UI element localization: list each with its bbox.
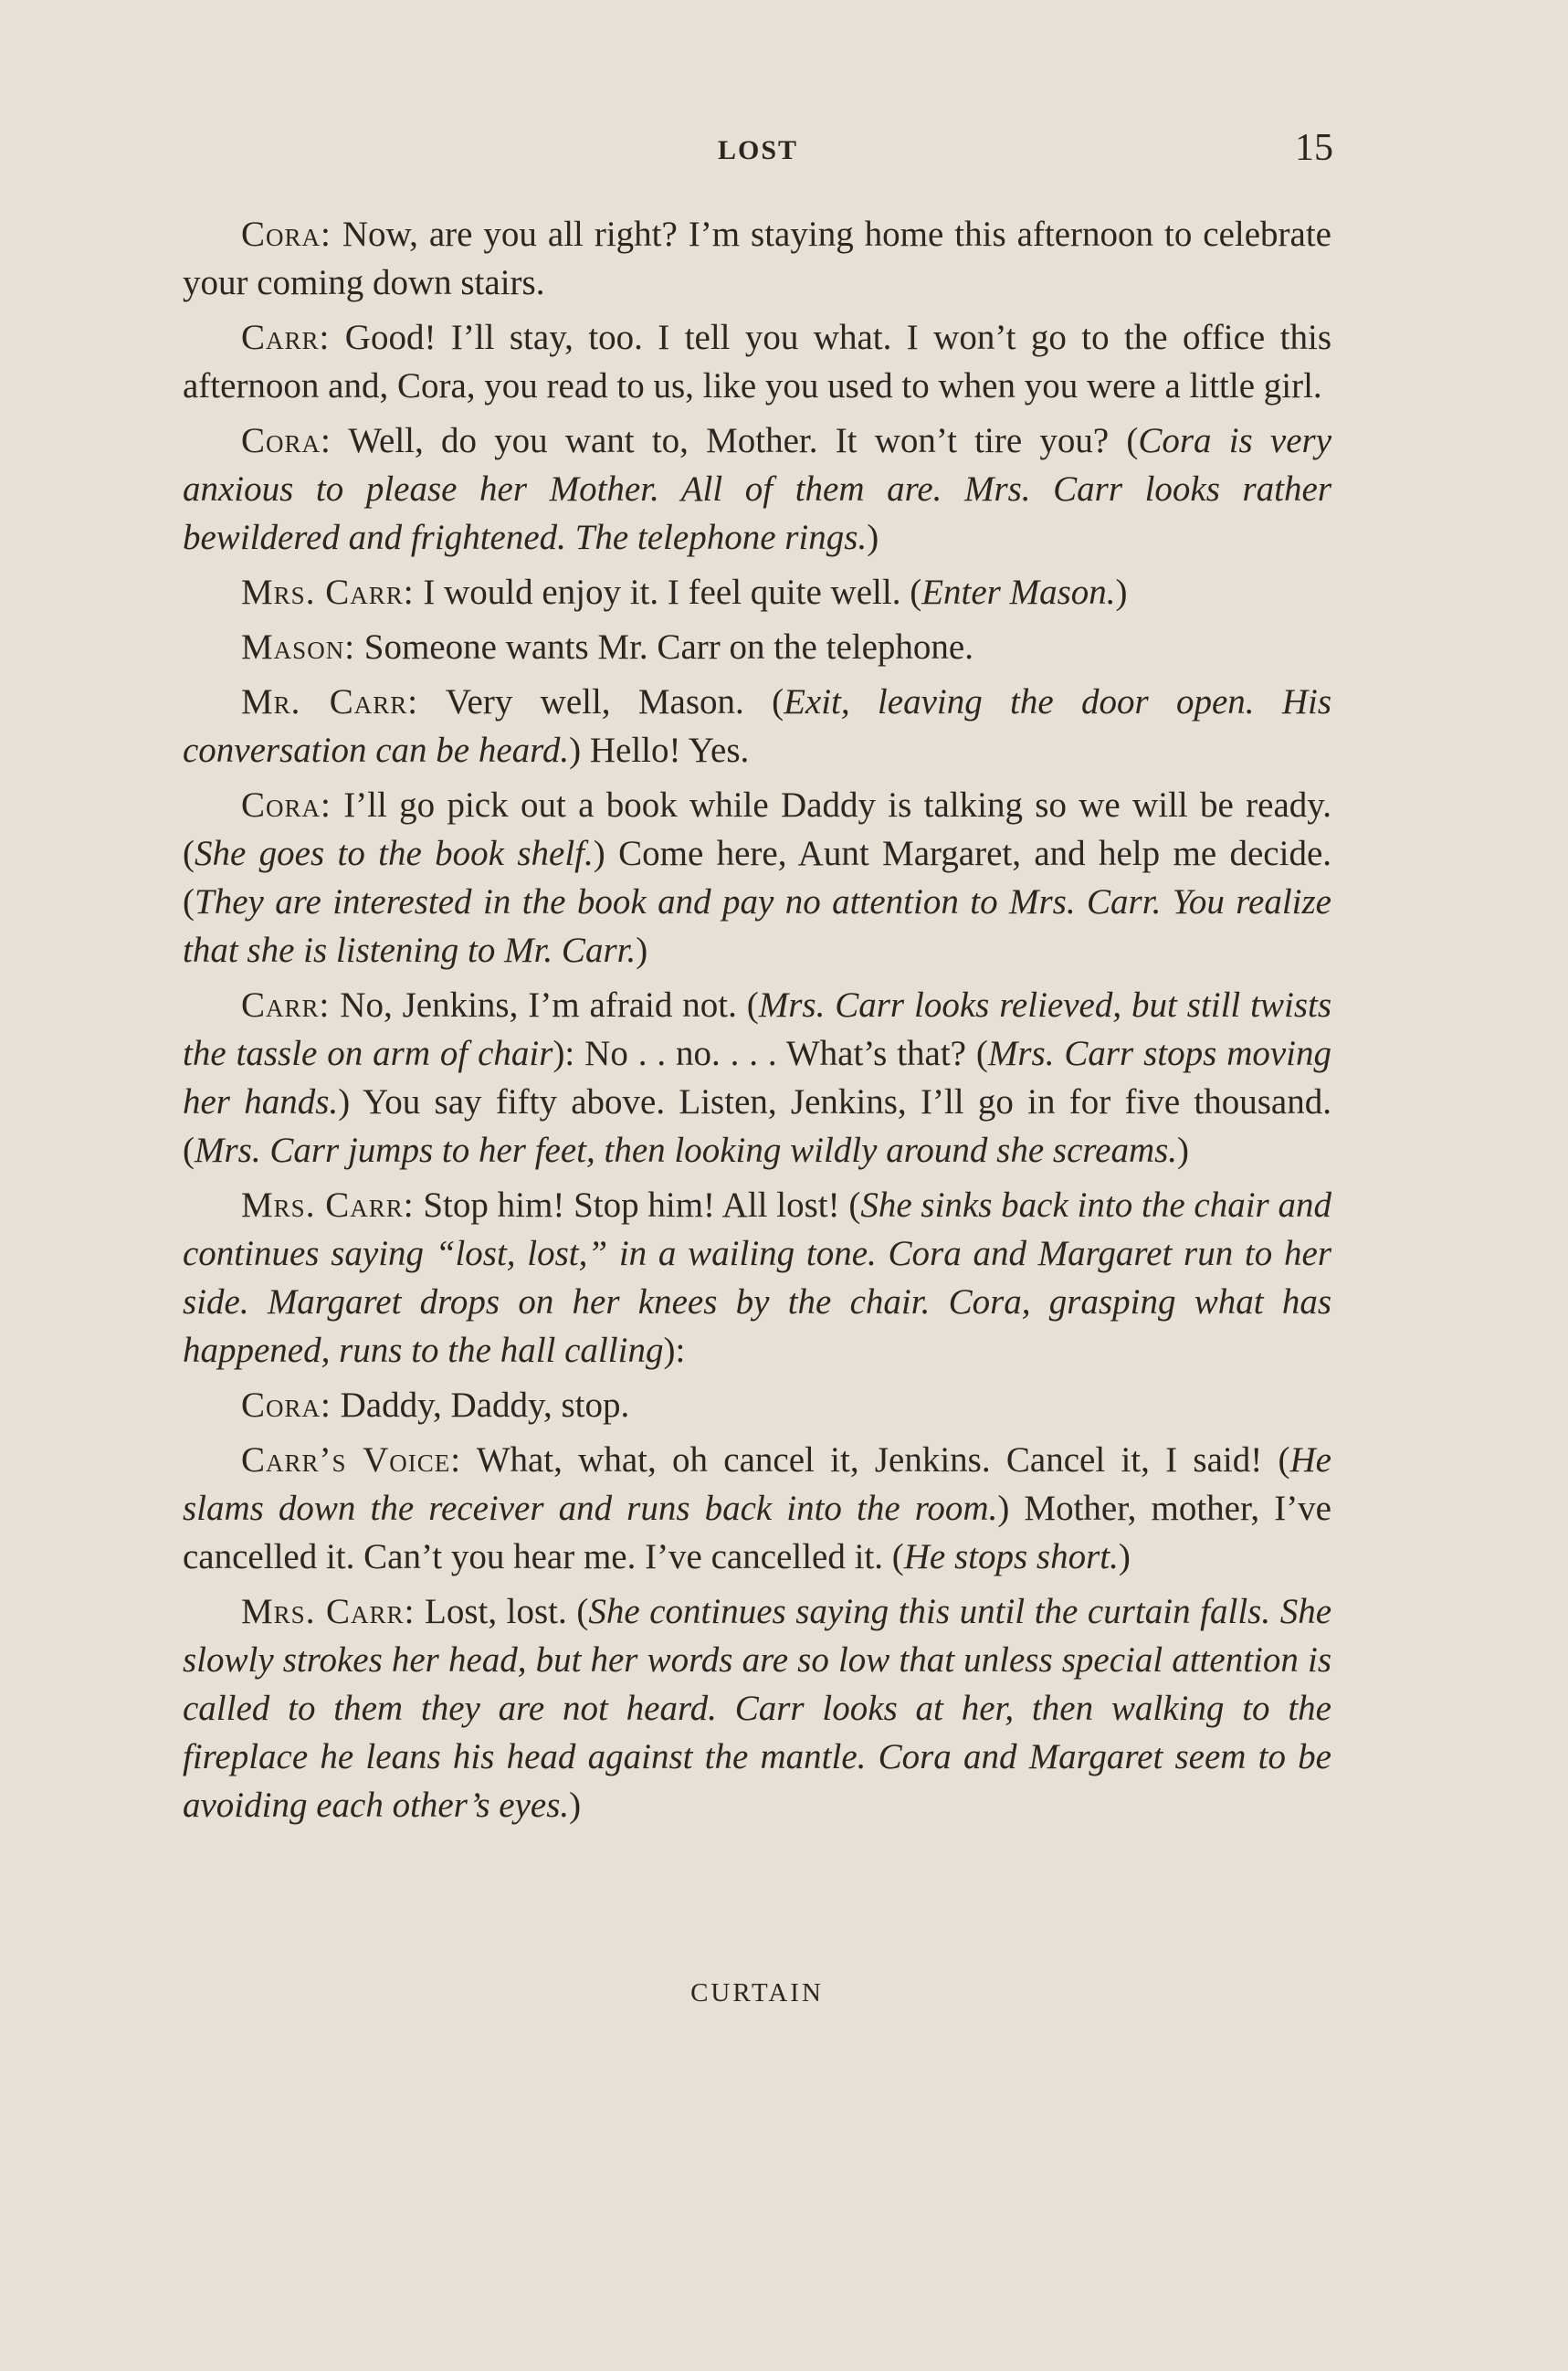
speaker-name: Cora:	[241, 1386, 331, 1425]
spoken-text: ) Come here, Aunt Margaret, and help me decide. (	[183, 834, 1332, 922]
dialogue-paragraph	[183, 1436, 1331, 1581]
stage-direction: Cora is very anxious to please her Mother. All of them are. Mrs. Carr looks rather bewildered and frightened. The telephone rings.	[183, 421, 1331, 557]
dialogue-paragraph	[183, 623, 1331, 671]
spoken-text: Now, are you all right? I’m staying home this afternoon to celebrate your coming down stairs.	[183, 215, 1331, 302]
spoken-text: I would enjoy it. I feel quite well. (	[423, 573, 922, 612]
stage-direction: Enter Mason.	[921, 573, 1116, 612]
curtain-line: CURTAIN	[690, 1978, 824, 2007]
running-title: LOST	[717, 135, 799, 165]
dialogue-paragraph	[183, 781, 1331, 975]
dialogue-paragraph	[183, 568, 1331, 616]
stage-direction: She sinks back into the chair and continues saying “lost, lost,” in a wailing tone. Cora and Margaret run to her side. Margaret drops on her knees by the chair. Cora, grasping what has happened, runs to the hall calling	[183, 1186, 1331, 1370]
spoken-text: Good! I’ll stay, too. I tell you what. I won’t go to the office this afternoon and, Cora, you read to us, like you used to when you were a little girl.	[183, 318, 1331, 406]
speaker-name: Mr. Carr:	[241, 682, 419, 722]
speaker-name: Mrs. Carr:	[241, 573, 415, 612]
running-head	[183, 126, 1333, 172]
speaker-name: Cora:	[241, 785, 331, 825]
stage-direction: They are interested in the book and pay no attention to Mrs. Carr. You realize that she is listening to Mr. Carr.	[183, 882, 1331, 970]
dialogue-paragraph	[183, 416, 1331, 562]
spoken-text: ) Hello! Yes.	[569, 731, 750, 770]
spoken-text: Someone wants Mr. Carr on the telephone.	[363, 627, 973, 667]
dialogue-paragraph	[183, 1381, 1331, 1429]
dialogue-paragraph	[183, 210, 1331, 307]
speaker-name: Mason:	[241, 627, 356, 667]
speaker-name: Carr:	[241, 985, 331, 1025]
spoken-text: )	[1177, 1131, 1190, 1170]
dialogue-paragraph	[183, 313, 1331, 410]
stage-direction: Exit, leaving the door open. His conversation can be heard.	[183, 682, 1332, 770]
stage-direction: She continues saying this until the curtain falls. She slowly strokes her head, but her words are so low that unless special attention is called to them they are not heard. Carr looks at her, then walking to the fireplace he leans his head against the mantle. Cora and Margaret seem to be avoiding each other’s eyes.	[183, 1592, 1332, 1825]
dialogue-paragraph	[183, 1181, 1331, 1375]
spoken-text: No, Jenkins, I’m afraid not. (	[340, 985, 759, 1025]
spoken-text: Stop him! Stop him! All lost! (	[423, 1186, 861, 1225]
speaker-name: Cora:	[241, 421, 331, 460]
spoken-text: Well, do you want to, Mother. It won’t tire you? (	[348, 421, 1139, 460]
speaker-name: Mrs. Carr:	[241, 1186, 415, 1225]
speaker-name: Mrs. Carr:	[241, 1592, 416, 1631]
stage-direction: Mrs. Carr jumps to her feet, then looking wildly around she screams.	[195, 1131, 1178, 1170]
stage-direction: Mrs. Carr stops moving her hands.	[183, 1034, 1332, 1122]
spoken-text: I’ll go pick out a book while Daddy is talking so we will be ready. (	[183, 785, 1332, 873]
spoken-text: ) Mother, mother, I’ve cancelled it. Can’t you hear me. I’ve cancelled it. (	[183, 1489, 1331, 1576]
speaker-name: Cora:	[241, 215, 331, 254]
stage-direction: Mrs. Carr looks relieved, but still twists the tassle on arm of chair	[183, 985, 1332, 1073]
spoken-text: ):	[663, 1331, 686, 1370]
stage-direction: He stops short.	[903, 1537, 1119, 1576]
speaker-name: Carr:	[241, 318, 331, 357]
speaker-name: Carr’s Voice:	[241, 1440, 462, 1480]
dialogue-paragraph	[183, 678, 1331, 775]
spoken-text: )	[1115, 573, 1128, 612]
spoken-text: Lost, lost. (	[425, 1592, 589, 1631]
spoken-text: )	[1118, 1537, 1131, 1576]
spoken-text: )	[867, 518, 879, 557]
spoken-text: Very well, Mason. (	[445, 682, 784, 722]
spoken-text: Daddy, Daddy, stop.	[340, 1386, 630, 1425]
spoken-text: ): No . . no. . . . What’s that? (	[552, 1034, 988, 1073]
spoken-text: )	[636, 931, 648, 970]
spoken-text: )	[569, 1786, 582, 1825]
dialogue-paragraph	[183, 981, 1331, 1175]
stage-direction: She goes to the book shelf.	[195, 834, 594, 873]
stage-direction: He slams down the receiver and runs back into the room.	[183, 1440, 1331, 1528]
play-text	[183, 210, 1331, 1836]
spoken-text: ) You say fifty above. Listen, Jenkins, I’ll go in for five thousand. (	[183, 1082, 1331, 1170]
spoken-text: What, what, oh cancel it, Jenkins. Cancel it, I said! (	[476, 1440, 1290, 1480]
page-number: 15	[1295, 127, 1333, 169]
dialogue-paragraph	[183, 1587, 1331, 1829]
